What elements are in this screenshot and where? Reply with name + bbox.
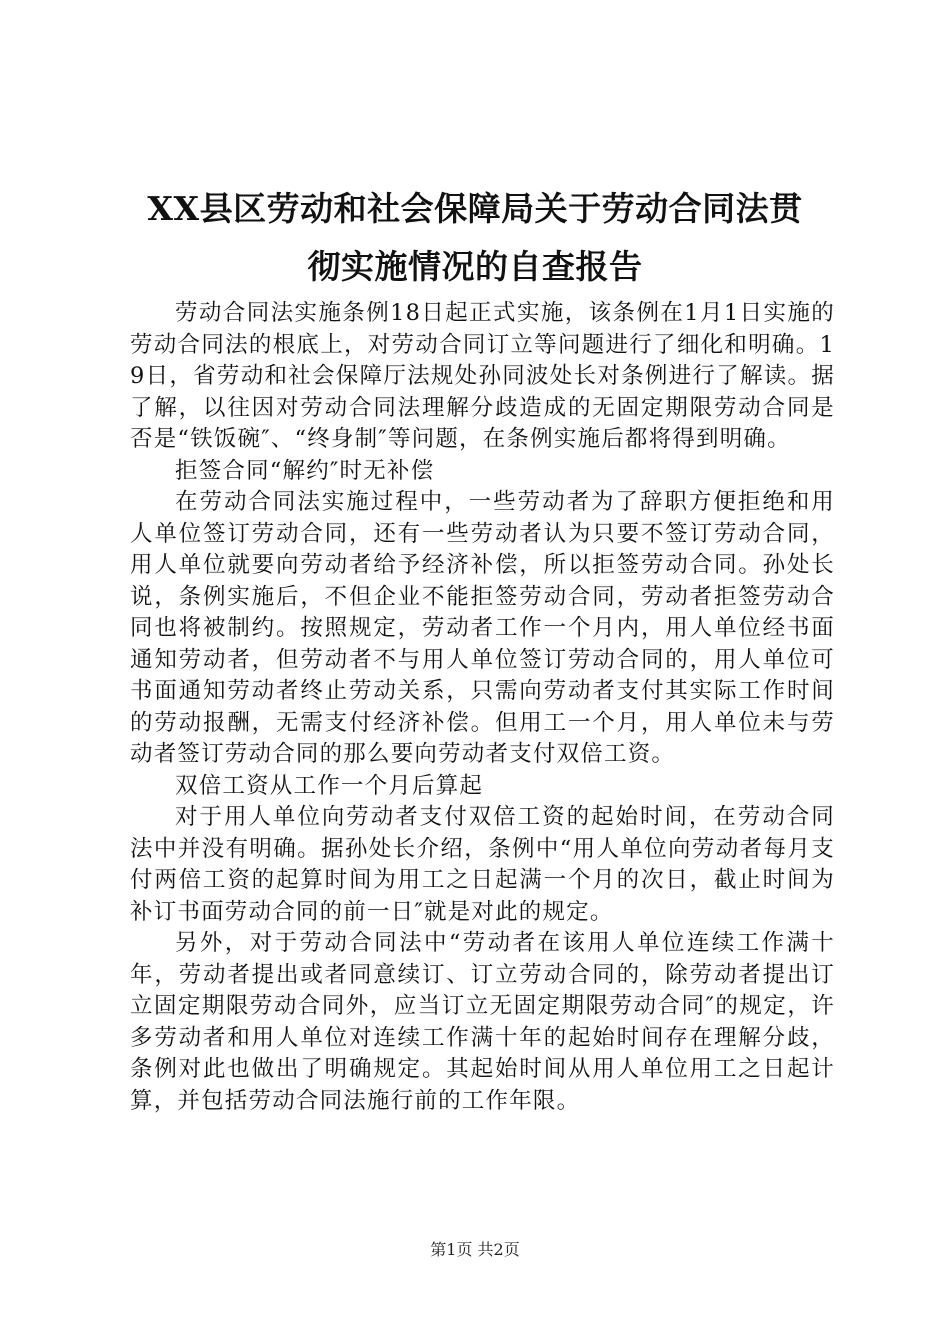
title-line-2: 彻实施情况的自查报告 xyxy=(307,247,643,286)
paragraph-ten-years: 另外，对于劳动合同法中“劳动者在该用人单位连续工作满十年，劳动者提出或者同意续订、订立劳动合同的，除劳动者提出订立固定期限劳动合同外，应当订立无固定期限劳动合同″的规定，许多劳动者和用人单位对连续工作满十年的起始时间存在理解分歧，条例对此也做出了明确规定。其起始时间从用人单位用工之日起计算，并包括劳动合同法施行前的工作年限。 xyxy=(130,930,835,1114)
document-title xyxy=(110,180,840,296)
paragraph-intro: 劳动合同法实施条例18日起正式实施，该条例在1月1日实施的劳动合同法的根底上，对劳动合同订立等问题进行了细化和明确。19日，省劳动和社会保障厅法规处孙同波处长对条例进行了解读。据了解，以往因对劳动合同法理解分歧造成的无固定期限劳动合同是否是“铁饭碗″、“终身制″等问题，在条例实施后都将得到明确。 xyxy=(130,300,835,452)
paragraph-refuse-contract: 在劳动合同法实施过程中，一些劳动者为了辞职方便拒绝和用人单位签订劳动合同，还有一些劳动者认为只要不签订劳动合同，用人单位就要向劳动者给予经济补偿，所以拒签劳动合同。孙处长说，条例实施后，不但企业不能拒签劳动合同，劳动者拒签劳动合同也将被制约。按照规定，劳动者工作一个月内，用人单位经书面通知劳动者，但劳动者不与用人单位签订劳动合同的，用人单位可书面通知劳动者终止劳动关系，只需向劳动者支付其实际工作时间的劳动报酬，无需支付经济补偿。但用工一个月，用人单位未与劳动者签订劳动合同的那么要向劳动者支付双倍工资。 xyxy=(130,489,835,767)
title-line-1: XX县区劳动和社会保障局关于劳动合同法贯 xyxy=(147,189,803,228)
paragraph-double-wage: 对于用人单位向劳动者支付双倍工资的起始时间，在劳动合同法中并没有明确。据孙处长介绍，条例中“用人单位向劳动者每月支付两倍工资的起算时间为用工之日起满一个月的次日，截止时间为补订书面劳动合同的前一日″就是对此的规定。 xyxy=(130,804,835,925)
page-number-footer: 第1页 共2页 xyxy=(430,1240,520,1259)
subheading-double-wage: 双倍工资从工作一个月后算起 xyxy=(175,772,484,799)
document-body xyxy=(130,298,835,1117)
subheading-refuse-contract: 拒签合同“解约″时无补偿 xyxy=(175,457,435,484)
